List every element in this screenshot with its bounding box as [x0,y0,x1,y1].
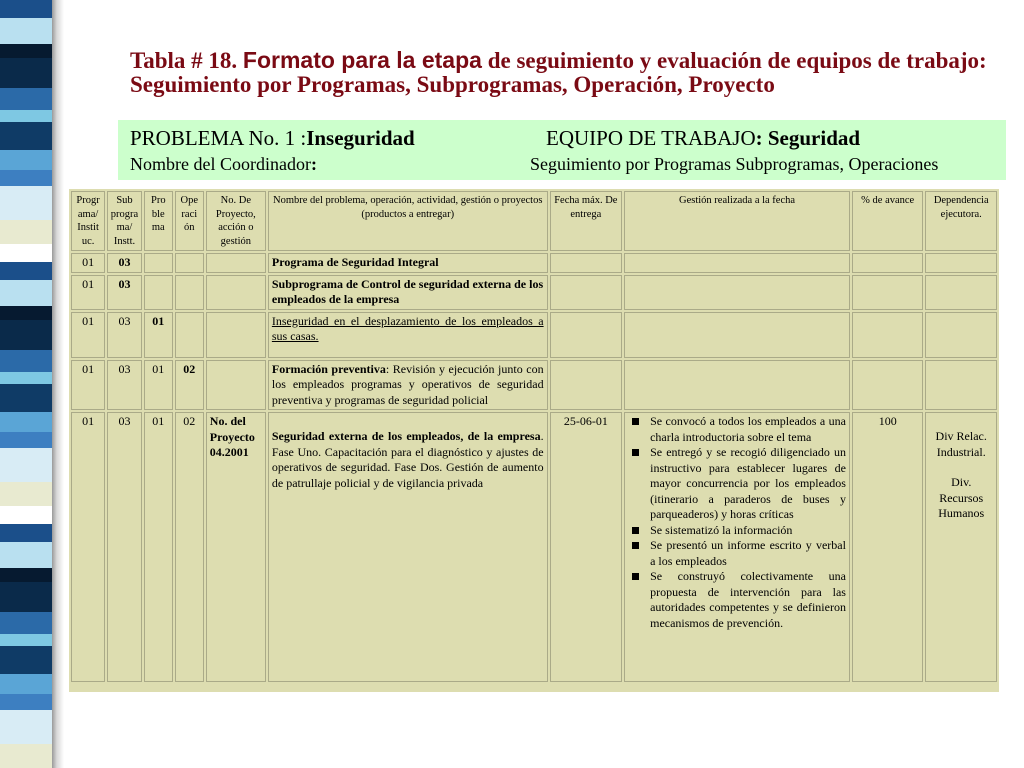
coordinador-label: Nombre del Coordinador [130,154,311,174]
tracking-table [69,189,999,692]
col-header-gestion: Gestión realizada a la fecha [624,191,850,251]
table-row [71,360,997,411]
cell-fecha [550,275,623,310]
cell-proyecto: No. del Proyecto 04.2001 [206,412,266,682]
header-box [118,120,1006,180]
col-header-problema: Pro ble ma [144,191,173,251]
col-header-dependencia: Dependencia ejecutora. [925,191,997,251]
equipo-line [546,126,860,151]
nombre-rest: : Revisión y ejecución junto con los empleados programas y operativos de seguridad preventiva y programas de seguridad policial [271,361,544,407]
cell-proyecto [206,360,266,411]
cell-avance [852,360,923,411]
cell-fecha [550,312,623,358]
cell-subprograma: 03 [107,312,142,358]
col-header-fecha: Fecha máx. De entrega [550,191,623,251]
stripe-block [0,350,52,372]
cell-nombre: Programa de Seguridad Integral [268,253,548,273]
title-part-1: Tabla # 18. [130,48,243,73]
table-row [71,312,997,358]
stripe-block [0,280,52,306]
stripe-block [0,482,52,506]
title-part-3: de seguimiento y evaluación de equipos de trabajo: Seguimiento por Programas, Subprogramas, Operación, Proyecto [130,48,987,97]
stripe-block [0,674,52,694]
cell-avance: 100 [852,412,923,682]
stripe-block [0,0,52,18]
col-header-operacion: Ope raci ón [175,191,204,251]
stripe-block [0,186,52,220]
stripe-block [0,262,52,280]
gestion-item: Se entregó y se recogió diligenciado un instructivo para establecer lugares de mayor concurrencia por los empleados (itinerario a paraderos de buses y parqueaderos) y horas críticas [650,445,846,521]
stripe-block [0,710,52,744]
cell-nombre: Inseguridad en el desplazamiento de los empleados a sus casas. [268,312,548,358]
gestion-list [628,414,846,631]
stripe-block [0,634,52,646]
col-header-subprograma: Sub progra ma/ Instt. [107,191,142,251]
cell-proyecto [206,275,266,310]
cell-programa: 01 [71,412,105,682]
stripe-block [0,44,52,58]
problema-line [130,126,415,151]
cell-operacion [175,253,204,273]
table-row [71,253,997,273]
cell-programa: 01 [71,253,105,273]
col-header-programa: Progr ama/ Instit uc. [71,191,105,251]
stripe-block [0,412,52,432]
stripe-block [0,542,52,568]
problema-label: PROBLEMA No. 1 : [130,126,307,150]
cell-fecha [550,253,623,273]
stripe-block [0,18,52,44]
stripe-block [0,58,52,88]
seguimiento-text: Seguimiento por Programas Subprogramas, Operaciones [530,154,939,174]
cell-avance [852,312,923,358]
cell-gestion [624,360,850,411]
cell-operacion: 02 [175,412,204,682]
equipo-label: EQUIPO DE TRABAJO [546,126,756,150]
cell-nombre [268,412,548,682]
cell-operacion [175,275,204,310]
cell-dependencia [925,412,997,682]
stripe-block [0,150,52,170]
cell-problema: 01 [144,412,173,682]
coordinador-colon: : [310,154,317,174]
gestion-item: Se presentó un informe escrito y verbal a los empleados [650,538,846,568]
stripe-block [0,244,52,262]
cell-subprograma: 03 [107,275,142,310]
stripe-block [0,88,52,110]
nombre-bold: Seguridad externa de los empleados, de la empresa [271,429,541,443]
cell-programa: 01 [71,275,105,310]
slide-title [130,48,1000,97]
gestion-item: Se sistematizó la información [650,523,846,539]
stripe-block [0,582,52,612]
cell-subprograma: 03 [107,253,142,273]
stripe-block [0,432,52,448]
col-header-avance: % de avance [852,191,923,251]
table-header-row [71,191,997,251]
cell-problema: 01 [144,360,173,411]
cell-problema [144,275,173,310]
gestion-item: Se convocó a todos los empleados a una charla introductoria sobre el tema [650,414,846,444]
gestion-item: Se construyó colectivamente una propuesta de intervención para las autoridades competentes y se definieron mecanismos de prevención. [650,569,846,630]
nombre-bold: Formación preventiva [271,361,386,376]
stripe-block [0,320,52,350]
cell-dependencia [925,275,997,310]
cell-gestion [624,275,850,310]
table-row [71,275,997,310]
cell-gestion [624,253,850,273]
cell-gestion [624,412,850,682]
cell-problema: 01 [144,312,173,358]
cell-avance [852,275,923,310]
table-row [71,412,997,682]
stripe-block [0,694,52,710]
stripe-block [0,524,52,542]
cell-proyecto [206,312,266,358]
title-part-2: Formato para la etapa [242,47,482,73]
cell-dependencia [925,360,997,411]
stripe-block [0,220,52,244]
stripe-shadow [52,0,64,768]
stripe-block [0,612,52,634]
problema-value: Inseguridad [306,126,415,150]
cell-subprograma: 03 [107,412,142,682]
cell-fecha: 25-06-01 [550,412,623,682]
cell-dependencia [925,253,997,273]
cell-nombre: Subprograma de Control de seguridad externa de los empleados de la empresa [268,275,548,310]
cell-dependencia [925,312,997,358]
nombre-rest: . Fase Uno. Capacitación para el diagnóstico y ajustes de operativos de seguridad. Fase Dos. Gestión de aumento de patrullaje policial y de vigilancia privada [271,429,544,490]
cell-subprograma: 03 [107,360,142,411]
cell-operacion: 02 [175,360,204,411]
stripe-blocks [0,0,52,768]
stripe-block [0,646,52,674]
stripe-block [0,110,52,122]
stripe-block [0,372,52,384]
cell-operacion [175,312,204,358]
coordinador-line [130,154,317,175]
dependencia-2: Div. Recursos Humanos [938,475,985,520]
equipo-value: : Seguridad [755,126,861,150]
cell-gestion [624,312,850,358]
cell-programa: 01 [71,312,105,358]
stripe-block [0,744,52,768]
stripe-block [0,448,52,482]
cell-fecha [550,360,623,411]
col-header-nombre: Nombre del problema, operación, actividad, gestión o proyectos (productos a entregar) [268,191,548,251]
stripe-block [0,170,52,186]
stripe-block [0,568,52,582]
cell-programa: 01 [71,360,105,411]
stripe-block [0,122,52,150]
cell-avance [852,253,923,273]
stripe-block [0,384,52,412]
stripe-block [0,506,52,524]
stripe-block [0,306,52,320]
cell-problema [144,253,173,273]
cell-nombre [268,360,548,411]
cell-proyecto [206,253,266,273]
col-header-no-proyecto: No. De Proyecto, acción o gestión [206,191,266,251]
dependencia-1: Div Relac. Industrial. [935,429,987,459]
decorative-stripe [0,0,64,768]
